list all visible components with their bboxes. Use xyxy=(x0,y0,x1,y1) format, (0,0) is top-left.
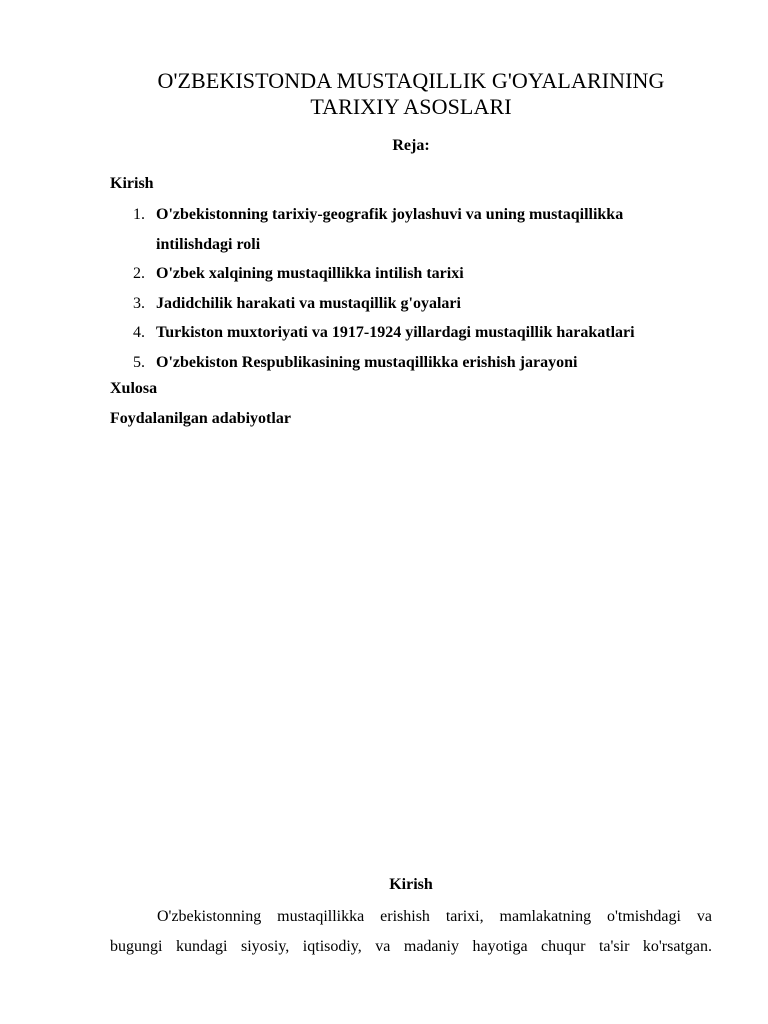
plan-item-number: 2. xyxy=(133,265,145,282)
plan-list xyxy=(110,200,712,377)
title-line-1: O'ZBEKISTONDA MUSTAQILLIK G'OYALARINING xyxy=(157,68,665,93)
intro-paragraph xyxy=(110,902,712,961)
intro-section-heading: Kirish xyxy=(389,876,433,893)
plan-item-2 xyxy=(110,259,712,289)
references-label: Foydalanilgan adabiyotlar xyxy=(110,410,291,427)
intro-paragraph-line-1: O'zbekistonning mustaqillikka erishish tarixi, mamlakatning o'tmishdagi va xyxy=(157,908,712,925)
plan-item-number: 4. xyxy=(133,324,145,341)
plan-item-text: O'zbek xalqining mustaqillikka intilish tarixi xyxy=(156,265,464,282)
plan-item-number: 1. xyxy=(133,206,145,223)
document-title xyxy=(110,68,712,120)
plan-item-text: Jadidchilik harakati va mustaqillik g'oyalari xyxy=(156,294,461,312)
plan-item-text: Turkiston muxtoriyati va 1917-1924 yillardagi mustaqillik harakatlari xyxy=(156,324,635,341)
intro-label: Kirish xyxy=(110,175,154,192)
plan-item-text: O'zbekiston Respublikasining mustaqillikka erishish jarayoni xyxy=(156,353,578,371)
intro-paragraph-line-2: bugungi kundagi siyosiy, iqtisodiy, va madaniy hayotiga chuqur ta'sir ko'rsatgan. xyxy=(110,937,712,955)
plan-heading: Reja: xyxy=(392,137,430,154)
plan-item-3 xyxy=(110,289,712,319)
plan-item-1 xyxy=(110,200,712,259)
plan-item-number: 5. xyxy=(133,353,145,371)
conclusion-label: Xulosa xyxy=(110,380,158,397)
plan-item-text-continued: intilishdagi roli xyxy=(156,235,261,253)
title-line-2: TARIXIY ASOSLARI xyxy=(310,94,512,119)
plan-item-4 xyxy=(110,318,712,348)
plan-item-number: 3. xyxy=(133,294,145,312)
plan-item-text: O'zbekistonning tarixiy-geografik joylashuvi va uning mustaqillikka xyxy=(156,206,624,223)
plan-item-5 xyxy=(110,348,712,378)
